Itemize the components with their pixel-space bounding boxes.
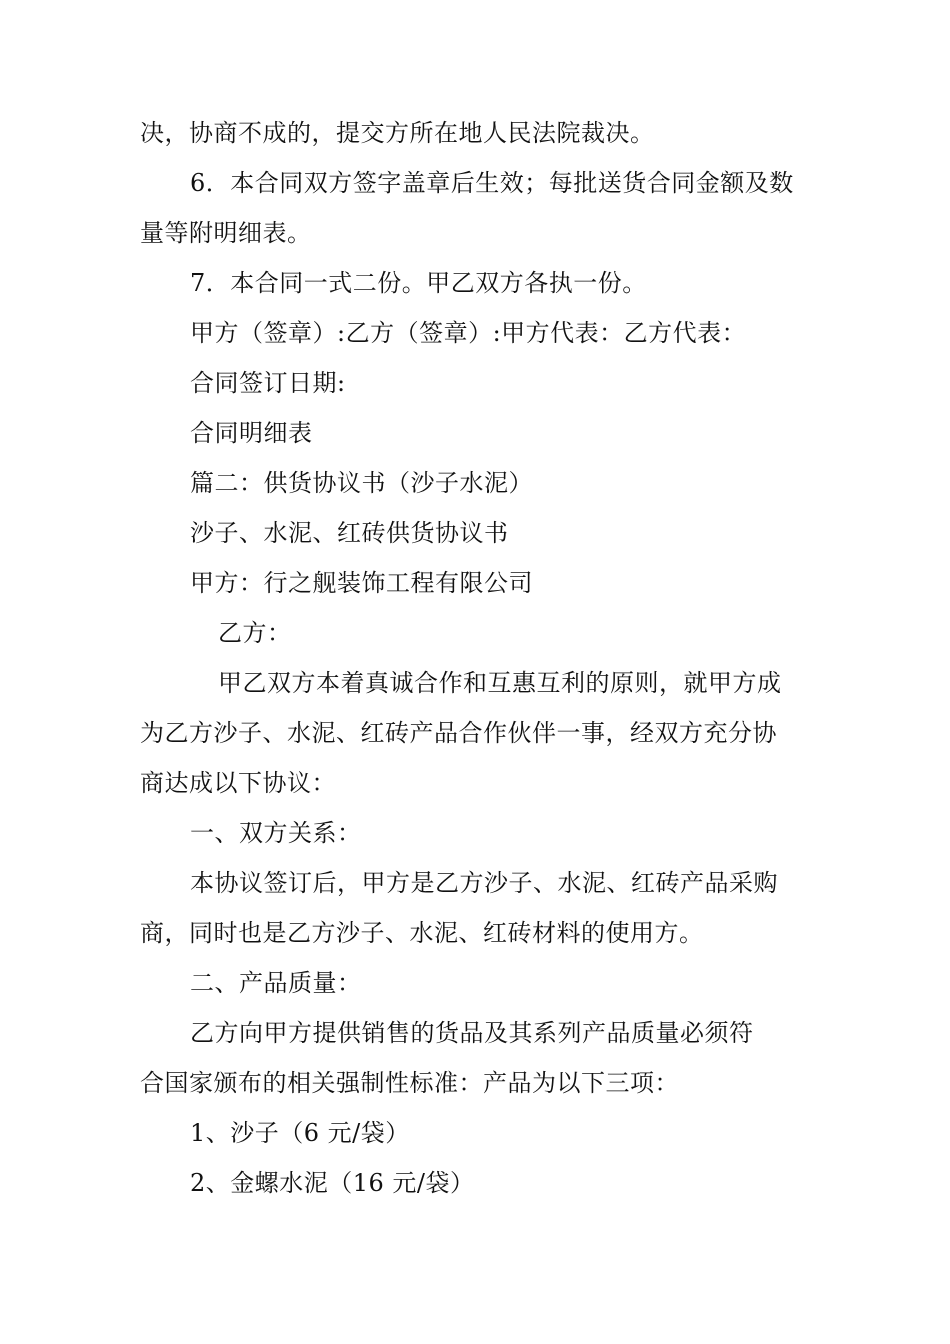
section-heading-quality: 二、产品质量： xyxy=(190,969,362,997)
list-item-cement: 2、金螺水泥（16 元/袋） xyxy=(190,1169,475,1197)
text-line-01: 决，协商不成的，提交方所在地人民法院裁决。 xyxy=(140,119,655,147)
contract-date-label: 合同签订日期: xyxy=(190,369,346,397)
section-heading-relationship: 一、双方关系： xyxy=(190,819,362,847)
text-line-16: 本协议签订后，甲方是乙方沙子、水泥、红砖产品采购 xyxy=(190,869,778,897)
party-a-line: 甲方：行之舰装饰工程有限公司 xyxy=(190,569,533,597)
text-line-14: 商达成以下协议： xyxy=(140,769,336,797)
text-line-17: 商，同时也是乙方沙子、水泥、红砖材料的使用方。 xyxy=(140,919,704,947)
agreement-title: 沙子、水泥、红砖供货协议书 xyxy=(190,519,509,547)
signature-line: 甲方（签章）:乙方（签章）:甲方代表：乙方代表： xyxy=(190,319,747,347)
text-line-12: 甲乙双方本着真诚合作和互惠互利的原则，就甲方成 xyxy=(218,669,782,697)
text-line-19: 乙方向甲方提供销售的货品及其系列产品质量必须符 xyxy=(190,1019,754,1047)
text-line-02: 6．本合同双方签字盖章后生效；每批送货合同金额及数 xyxy=(190,169,794,197)
list-item-sand: 1、沙子（6 元/袋） xyxy=(190,1119,410,1147)
party-b-line: 乙方： xyxy=(218,619,292,647)
text-line-04: 7．本合同一式二份。甲乙双方各执一份。 xyxy=(190,269,647,297)
contract-detail-title: 合同明细表 xyxy=(190,419,313,447)
text-line-13: 为乙方沙子、水泥、红砖产品合作伙伴一事，经双方充分协 xyxy=(140,719,777,747)
text-line-03: 量等附明细表。 xyxy=(140,219,312,247)
text-line-20: 合国家颁布的相关强制性标准：产品为以下三项： xyxy=(140,1069,679,1097)
chapter-title: 篇二：供货协议书（沙子水泥） xyxy=(190,469,533,497)
